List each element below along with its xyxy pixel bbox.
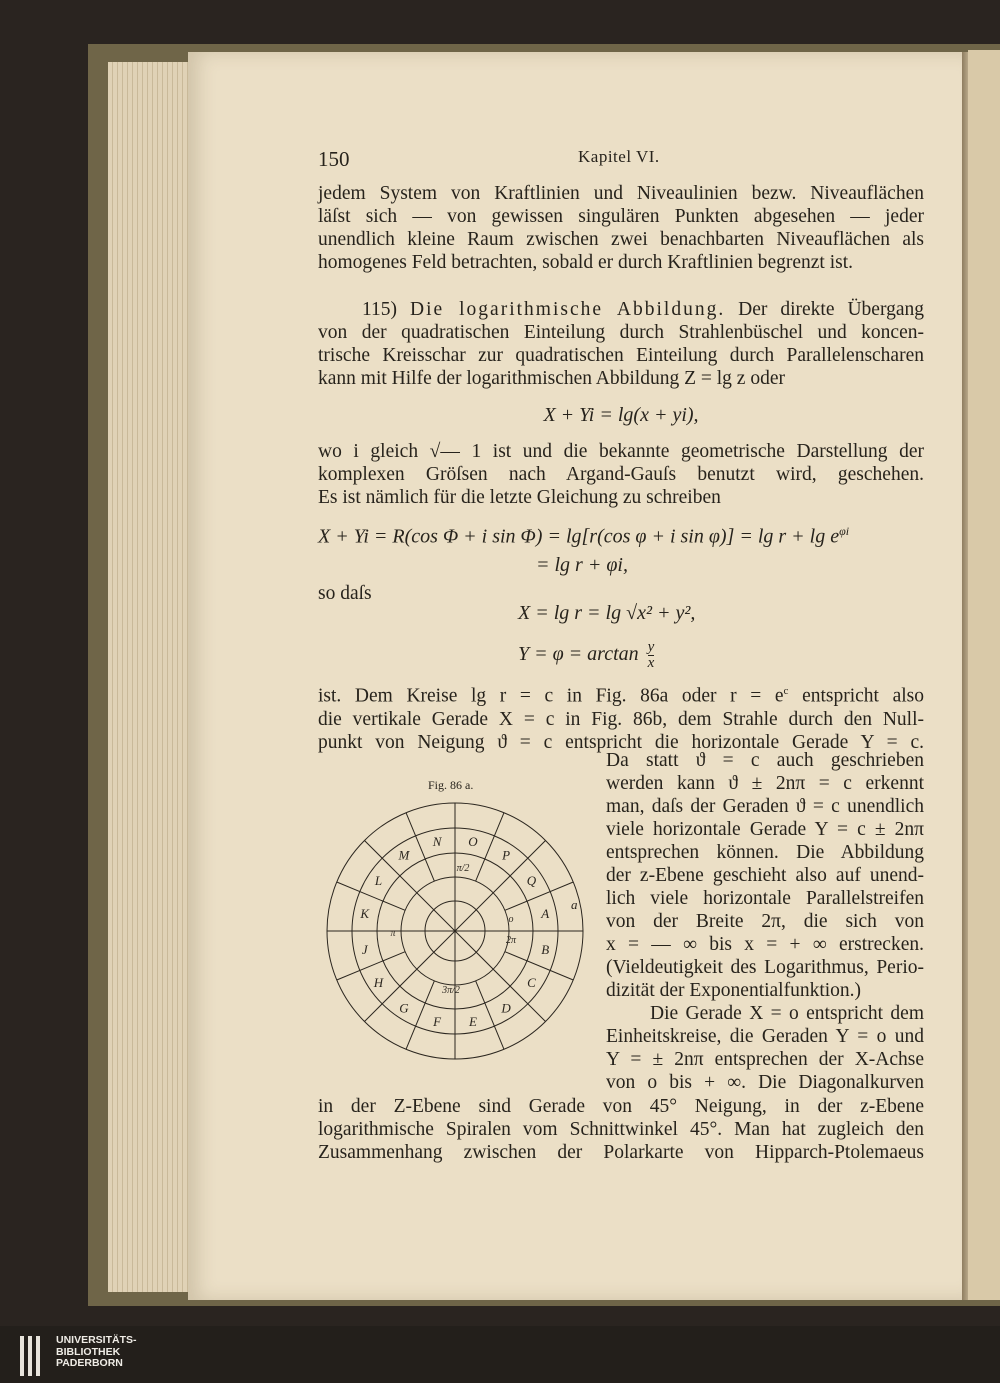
text-line: homogenes Feld betrachten, sobald er durch Kraftlinien begrenzt ist. [318, 252, 853, 273]
polar-grid-figure [320, 796, 590, 1066]
text-line: man, daſs der Geraden ϑ = c unendlich [606, 796, 924, 817]
library-name-line: BIBLIOTHEK [56, 1345, 121, 1358]
running-header: Kapitel VI. [578, 147, 660, 166]
library-name [56, 1335, 137, 1370]
text-line-part: entspricht also [788, 685, 924, 707]
figure-label: O [468, 833, 478, 849]
text-line: wo i gleich √— 1 ist und die bekannte geometrische Darstellung der [318, 441, 924, 462]
library-name-line: UNIVERSITÄTS- [56, 1334, 137, 1346]
text-line: lich viele horizontale Parallelstreifen [606, 888, 924, 909]
text-line: Zusammenhang zwischen der Polarkarte von Hipparch-Ptolemaeus [318, 1142, 924, 1163]
text-line: Es ist nämlich für die letzte Gleichung zu schreiben [318, 487, 721, 508]
text-line: der z-Ebene geschieht also auf unend- [606, 865, 924, 886]
figure-label: E [468, 1014, 477, 1030]
text-line: komplexen Gröſsen nach Argand-Gauſs benutzt wird, geschehen. [318, 464, 924, 485]
text-line: logarithmische Spiralen vom Schnittwinkel 45°. Man hat zugleich den [318, 1119, 924, 1140]
figure-pi-label: o [508, 914, 514, 925]
figure-label: L [374, 872, 383, 888]
paragraph-1 [318, 182, 924, 274]
text-line: läſst sich — von gewissen singulären Punkten abgesehen — jeder [318, 206, 924, 227]
page-edges [108, 62, 188, 1292]
figure-label: F [433, 1014, 442, 1030]
text-line: Y = ± 2nπ entsprechen der X-Achse [606, 1049, 924, 1070]
text-line: viele horizontale Gerade Y = c ± 2nπ [606, 819, 924, 840]
facing-page-edge [968, 50, 1000, 1300]
so-dass: so daſs [318, 583, 372, 604]
text-line: unendlich kleine Raum zwischen zwei benachbarten Niveauflächen als [318, 229, 924, 250]
figure-label: H [373, 975, 384, 991]
superscript: c [783, 685, 789, 697]
figure-caption: Fig. 86 a. [428, 778, 474, 792]
text-line: von o bis + ∞. Die Diagonalkurven [606, 1072, 924, 1093]
text-line: Da statt ϑ = c auch geschrieben [606, 750, 924, 771]
library-name-line: PADERBORN [56, 1357, 123, 1369]
figure-label: a [571, 897, 578, 912]
grid-ray [337, 882, 405, 910]
equation-5-text: Y = φ = arctan [518, 643, 639, 666]
fraction-numerator: y [647, 639, 655, 655]
text-line: in der Z-Ebene sind Gerade von 45° Neigung, in der z-Ebene [318, 1096, 924, 1117]
grid-ray [476, 813, 504, 881]
section-title: Die logarithmische Abbildung. [410, 299, 726, 320]
text-line-part: ist. Dem Kreise lg r = c in Fig. 86a oder r = e [318, 685, 784, 707]
text-line: punkt von Neigung ϑ = c entspricht die horizontale Gerade Y = c. [318, 731, 924, 753]
library-logo-icon [20, 1336, 44, 1381]
fraction [648, 640, 655, 671]
figure-label: G [399, 1000, 409, 1016]
paragraph-4 [318, 680, 924, 754]
equation-1: X + Yi = lg(x + yi), [543, 404, 699, 426]
text-line [318, 680, 924, 708]
equation-4: X = lg r = lg √x² + y², [518, 602, 696, 624]
figure-label: D [501, 1000, 511, 1016]
figure-label: C [527, 975, 536, 991]
text-line: Einheitskreise, die Geraden Y = o und [606, 1026, 924, 1047]
grid-ray [406, 981, 434, 1049]
book-page [188, 52, 968, 1300]
equation-2-sup: φi [839, 524, 850, 538]
text-line: kann mit Hilfe der logarithmischen Abbildung Z = lg z oder [318, 368, 785, 389]
page-number: 150 [318, 147, 350, 171]
grid-ray [406, 813, 434, 881]
figure-label: B [541, 941, 550, 957]
paragraph-5 [318, 1095, 924, 1164]
figure-pi-label: π/2 [456, 863, 470, 874]
grid-ray [337, 952, 405, 980]
paragraph-3 [318, 440, 924, 509]
section-115 [318, 298, 924, 390]
text-line: dizität der Exponentialfunktion.) [606, 980, 862, 1001]
section-number: 115) [362, 299, 398, 320]
figure-label: J [361, 941, 368, 957]
section-title-rest: Der direkte Übergang [738, 299, 925, 320]
text-line: x = — ∞ bis x = + ∞ erstrecken. [606, 934, 924, 955]
figure-label: M [398, 847, 410, 863]
side-column [606, 749, 924, 1094]
figure-label: Q [526, 872, 537, 888]
grid-ray [476, 981, 504, 1049]
text-line: (Vieldeutigkeit des Logarithmus, Perio- [606, 957, 924, 978]
figure-pi-label: π [390, 928, 396, 939]
grid-ray [505, 882, 573, 910]
text-line: werden kann ϑ ± 2nπ = c erkennt [606, 773, 924, 794]
text-line: Die Gerade X = o entspricht dem [650, 1003, 924, 1024]
text-line: die vertikale Gerade X = c in Fig. 86b, dem Strahle durch den Null- [318, 708, 924, 730]
figure-label: N [432, 833, 442, 849]
figure-pi-label: 3π/2 [442, 985, 460, 996]
fraction-denominator: x [647, 655, 655, 671]
text-line: jedem System von Kraftlinien und Niveaulinien bezw. Niveauflächen [318, 183, 924, 204]
grid-ray [505, 952, 573, 980]
section-heading [318, 298, 924, 321]
figure-label: K [360, 906, 370, 922]
text-line: trische Kreisschar zur quadratischen Einteilung durch Parallelenscharen [318, 345, 924, 366]
equation-3: = lg r + φi, [536, 554, 628, 576]
text-line: entsprechen können. Die Abbildung [606, 842, 924, 863]
figure-pi-label: 2π [505, 935, 517, 946]
equation-2 [318, 524, 849, 549]
equation-2-text: X + Yi = R(cos Φ + i sin Φ) = lg[r(cos φ + i sin φ)] = lg r + lg e [318, 525, 840, 548]
figure-label: A [541, 906, 550, 922]
equation-5 [518, 640, 654, 671]
figure-label: P [502, 847, 511, 863]
text-line: von der Breite 2π, die sich von [606, 911, 924, 932]
text-line: von der quadratischen Einteilung durch Strahlenbüschel und koncen- [318, 322, 924, 343]
library-footer [0, 1326, 1000, 1383]
